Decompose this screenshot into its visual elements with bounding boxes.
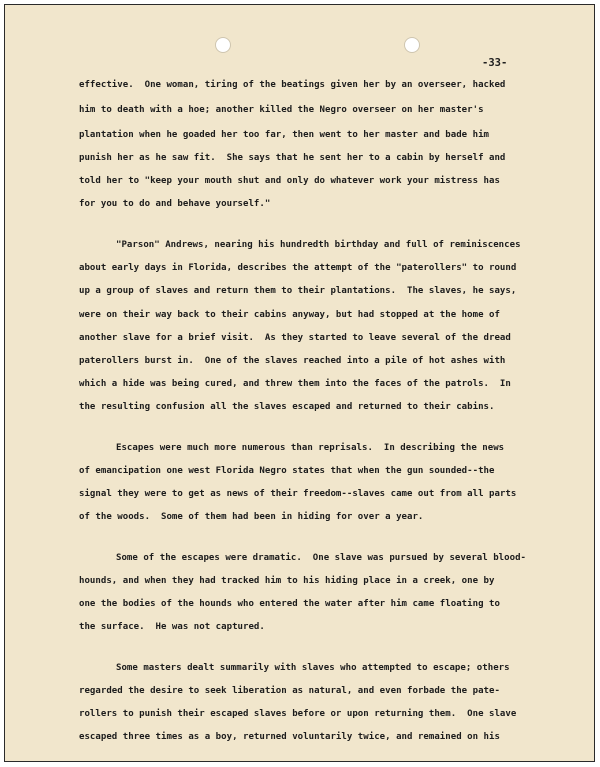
text-line: were on their way back to their cabins anyway, but had stopped at the home of (79, 310, 500, 320)
text-line: for you to do and behave yourself." (79, 199, 271, 209)
text-line: him to death with a hoe; another killed the Negro overseer on her master's (79, 105, 484, 115)
page-number: -33- (482, 57, 508, 69)
text-line: another slave for a brief visit. As they started to leave several of the dread (79, 333, 511, 343)
text-line: which a hide was being cured, and threw them into the faces of the patrols. In (79, 379, 511, 389)
punch-hole-right (404, 37, 420, 53)
text-line: the resulting confusion all the slaves escaped and returned to their cabins. (79, 402, 495, 412)
text-line: about early days in Florida, describes the attempt of the "paterollers" to round (79, 263, 517, 273)
text-line: effective. One woman, tiring of the beatings given her by an overseer, hacked (79, 80, 506, 90)
punch-hole-left (215, 37, 231, 53)
text-line: escaped three times as a boy, returned voluntarily twice, and remained on his (79, 732, 500, 742)
text-line: regarded the desire to seek liberation as natural, and even forbade the pate- (79, 686, 500, 696)
text-line: of the woods. Some of them had been in hiding for over a year. (79, 512, 424, 522)
text-line: of emancipation one west Florida Negro states that when the gun sounded--the (79, 466, 495, 476)
text-line: Some masters dealt summarily with slaves who attempted to escape; others (116, 663, 510, 673)
text-line: one the bodies of the hounds who entered the water after him came floating to (79, 599, 500, 609)
text-line: punish her as he saw fit. She says that he sent her to a cabin by herself and (79, 153, 506, 163)
text-line: Some of the escapes were dramatic. One slave was pursued by several blood- (116, 553, 527, 563)
document-page (4, 4, 595, 762)
text-line: rollers to punish their escaped slaves before or upon returning them. One slave (79, 709, 517, 719)
text-line: hounds, and when they had tracked him to his hiding place in a creek, one by (79, 576, 495, 586)
text-line: the surface. He was not captured. (79, 622, 265, 632)
text-line: signal they were to get as news of their freedom--slaves came out from all parts (79, 489, 517, 499)
text-line: Escapes were much more numerous than reprisals. In describing the news (116, 443, 505, 453)
text-line: "Parson" Andrews, nearing his hundredth birthday and full of reminiscences (116, 240, 521, 250)
text-line: up a group of slaves and return them to their plantations. The slaves, he says, (79, 286, 517, 296)
text-line: paterollers burst in. One of the slaves reached into a pile of hot ashes with (79, 356, 506, 366)
text-line: plantation when he goaded her too far, then went to her master and bade him (79, 130, 490, 140)
text-line: told her to "keep your mouth shut and only do whatever work your mistress has (79, 176, 500, 186)
